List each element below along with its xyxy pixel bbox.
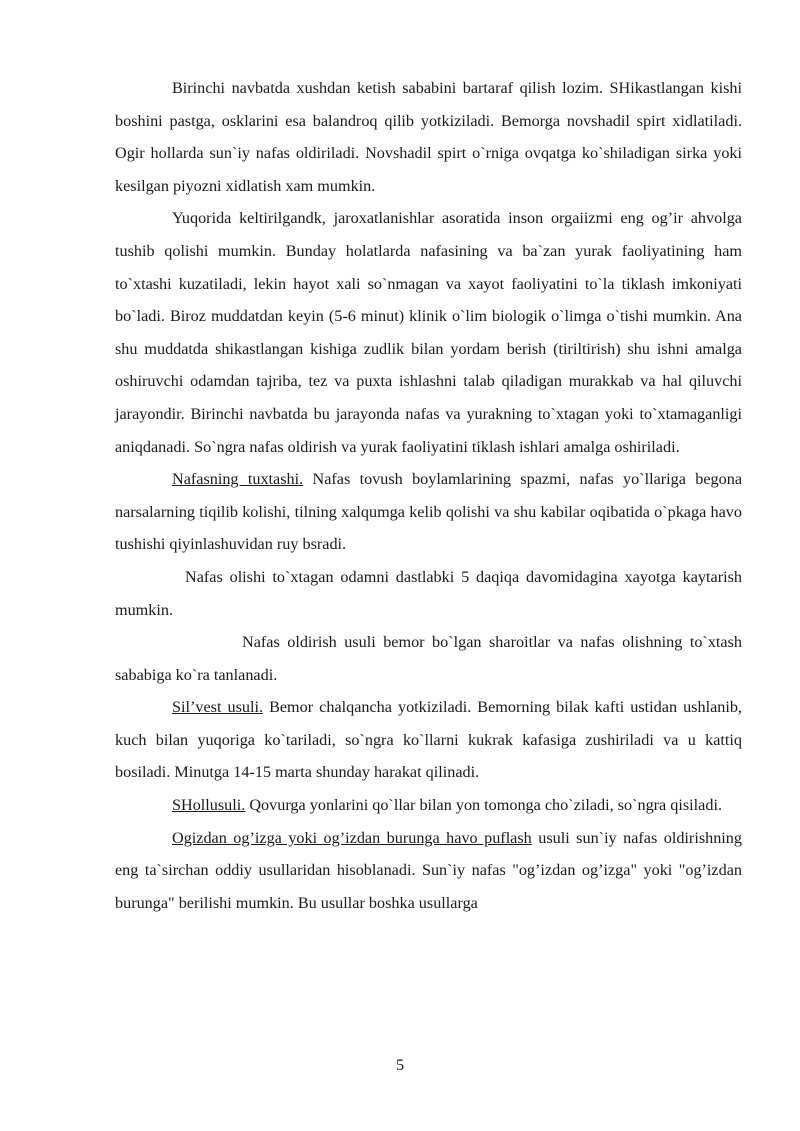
paragraph-sholl-method (115, 789, 742, 822)
section-heading: SHollusuli. (172, 796, 246, 815)
body-text (115, 72, 742, 919)
page-number: 5 (395, 1056, 405, 1074)
paragraph-silvest-method (115, 691, 742, 789)
paragraph-text: Nafas tovush boylamlarining spazmi, nafas yo`llariga begona narsalarning tiqilib kolishi, tilning xalqumga kelib qolishi va shu kabilar oqibatida o`pkaga havo tushishi qiyinlashuvidan ruy bsradi. (115, 470, 743, 554)
section-heading: Ogizdan og’izga yoki og’izdan burunga havo puflash (172, 828, 532, 847)
paragraph-text: Nafas olishi to`xtagan odamni dastlabki 5 daqiqa davomidagina xayotga kaytarish mumkin. (115, 567, 742, 619)
section-heading: Sil’vest usuli. (172, 698, 264, 717)
paragraph-five-minutes (115, 561, 742, 626)
paragraph-text: Qovurga yonlarini qo`llar bilan yon tomonga cho`ziladi, so`ngra qisiladi. (245, 796, 722, 815)
paragraph-text: Nafas oldirish usuli bemor bo`lgan sharoitlar va nafas olishning to`xtash sababiga ko`ra tanlanadi. (115, 633, 742, 684)
paragraph-breathing-stop (115, 463, 742, 561)
paragraph-method-choice (115, 626, 742, 691)
paragraph-text: Bemor chalqancha yotkiziladi. Bemorning bilak kafti ustidan ushlanib, kuch bilan yuqoriga ko`tariladi, so`ngra ko`llarni kukrak kafasiga zushiriladi va u kattiq bosiladi. Minutga 14-15 marta shunday harakat qilinadi. (115, 698, 742, 782)
paragraph-text: Yuqorida keltirilgandk, jaroxatlanishlar asoratida inson orgaiizmi eng og’ir ahvolga tushib qolishi mumkin. Bunday holatlarda nafasining va ba`zan yurak faoliyatining ham to`xtashi kuzatiladi, lekin hayot xali so`nmagan va xayot faoliyatini to`la tiklash imkoniyati bo`ladi. Biroz muddatdan keyin (5-6 minut) klinik o`lim biologik o`limga o`tishi mumkin. Ana shu muddatda shikastlangan kishiga zudlik bilan yordam berish (tiriltirish) shu ishni amalga oshiruvchi odamdan tajriba, tez va puxta ishlashni talab qiladigan murakkab va hal qiluvchi jarayondir. Birinchi navbatda bu jarayonda nafas va yurakning to`xtagan yoki to`xtamaganligi aniqdanadi. So`ngra nafas oldirish va yurak faoliyatini tiklash ishlari amalga oshiriladi. (115, 209, 742, 456)
paragraph-mouth-to-mouth (115, 822, 742, 920)
section-heading: Nafasning tuxtashi. (172, 470, 304, 489)
paragraph-first-aid-fainting (115, 72, 742, 202)
paragraph-clinical-death (115, 202, 742, 463)
paragraph-text: usuli sun`iy nafas oldirishning eng ta`sirchan oddiy usullaridan hisoblanadi. Sun`iy nafas "og’izdan og’izga" yoki "og’izdan burunga" berilishi mumkin. Bu usullar boshka usullarga (115, 828, 742, 912)
paragraph-text: Birinchi navbatda xushdan ketish sababini bartaraf qilish lozim. SHikastlangan kishi boshini pastga, osklarini esa balandroq qilib yotkiziladi. Bemorga novshadil spirt xidlatiladi. Ogir hollarda sun`iy nafas oldiriladi. Novshadil spirt o`rniga ovqatga ko`shiladigan sirka yoki kesilgan piyozni xidlatish xam mumkin. (115, 79, 742, 195)
